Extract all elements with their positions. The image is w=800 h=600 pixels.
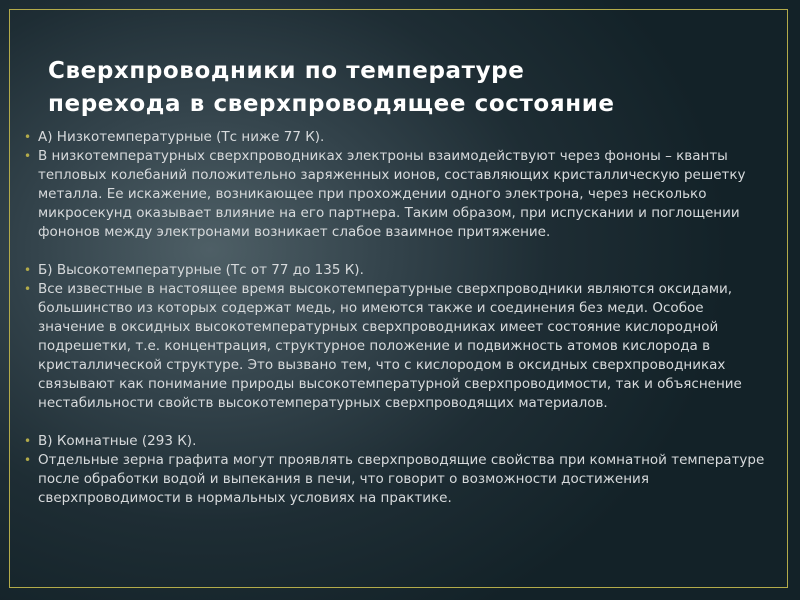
bullet-icon: •	[24, 130, 32, 144]
bullet-list	[22, 128, 772, 508]
bullet-item-low-temp-heading	[22, 128, 772, 147]
bullet-icon: •	[24, 453, 32, 467]
bullet-item-room-temp-description	[22, 451, 772, 508]
bullet-icon: •	[24, 263, 32, 277]
bullet-icon: •	[24, 434, 32, 448]
bullet-icon: •	[24, 149, 32, 163]
bullet-item-high-temp-description	[22, 280, 772, 413]
slide-title	[48, 55, 768, 121]
bullet-text: Б) Высокотемпературные (Тс от 77 до 135 К).	[38, 262, 364, 278]
bullet-text: Все известные в настоящее время высокотемпературные сверхпроводники являются оксидами, большинство из которых содержат медь, но имеются также и соединения без меди. Особое значение в оксидных высокотемпературных сверхпроводниках имеет состояние кислородной подрешетки, т.е. концентрация, структурное положение и подвижность атомов кислорода в кристаллической структуре. Это вызвано тем, что с кислородом в оксидных сверхпроводниках связывают как понимание природы высокотемпературной сверхпроводимости, так и объяснение нестабильности свойств высокотемпературных сверхпроводящих материалов.	[38, 281, 742, 411]
bullet-item-low-temp-description	[22, 147, 772, 242]
bullet-icon: •	[24, 282, 32, 296]
bullet-text: В) Комнатные (293 К).	[38, 433, 197, 449]
bullet-text: В низкотемпературных сверхпроводниках электроны взаимодействуют через фононы – кванты тепловых колебаний положительно заряженных ионов, составляющих кристаллическую решетку металла. Ее искажение, возникающее при прохождении одного электрона, через несколько микросекунд оказывает влияние на его партнера. Таким образом, при испускании и поглощении фононов между электронами возникает слабое взаимное притяжение.	[38, 148, 746, 240]
bullet-text: А) Низкотемпературные (Тс ниже 77 К).	[38, 129, 325, 145]
bullet-text: Отдельные зерна графита могут проявлять сверхпроводящие свойства при комнатной температуре после обработки водой и выпекания в печи, что говорит о возможности достижения сверхпроводимости в нормальных условиях на практике.	[38, 452, 765, 506]
bullet-item-high-temp-heading	[22, 261, 772, 280]
slide-title-line-2: перехода в сверхпроводящее состояние	[48, 91, 615, 117]
slide-title-line-1: Сверхпроводники по температуре	[48, 58, 525, 84]
bullet-item-room-temp-heading	[22, 432, 772, 451]
